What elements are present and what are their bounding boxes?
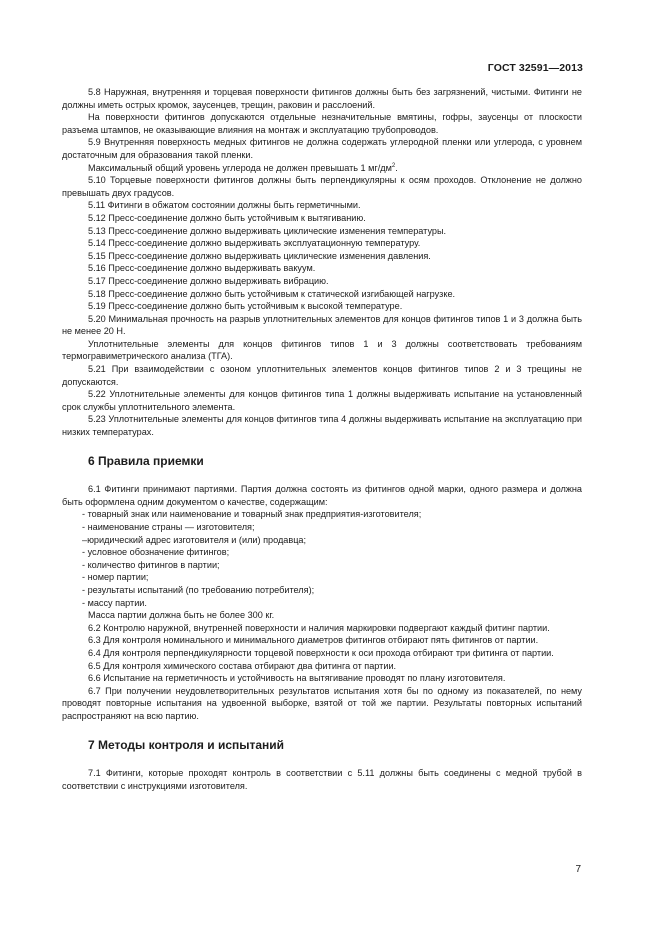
paragraph-5-19: 5.19 Пресс-соединение должно быть устойчивым к высокой температуре.	[88, 301, 403, 312]
paragraph-5-20-continued: Уплотнительные элементы для концов фитингов типов 1 и 3 должны соответствовать требованиям термогравиметрического анализа (ТГА).	[62, 338, 582, 362]
paragraph-6-3: 6.3 Для контроля номинального и минимального диаметров фитингов отбирают пять фитингов от партии.	[88, 635, 539, 646]
batch-mass-limit: Масса партии должна быть не более 300 кг.	[88, 610, 275, 621]
paragraph-6-7: 6.7 При получении неудовлетворительных результатов испытания хотя бы по одному из показателей, по нему проводят повторные испытания на удвоенной выборке, взятой от той же партии. Результаты повторных испытаний распространяют на всю партию.	[62, 685, 582, 721]
paragraph-5-18: 5.18 Пресс-соединение должно быть устойчивым к статической изгибающей нагрузке.	[88, 288, 456, 299]
paragraph-5-8: 5.8 Наружная, внутренняя и торцевая поверхности фитингов должны быть без загрязнений, чистыми. Фитинги не должны иметь острых кромок, заусенцев, трещин, раковин и расслоений.	[62, 87, 582, 110]
section-6-heading: 6 Правила приемки	[88, 453, 204, 468]
list-item: - условное обозначение фитингов;	[82, 547, 230, 558]
paragraph-6-1: 6.1 Фитинги принимают партиями. Партия должна состоять из фитингов одной марки, одного размера и должна быть оформлена одним документом о качестве, содержащим:	[62, 484, 582, 507]
paragraph-5-15: 5.15 Пресс-соединение должно выдерживать циклические изменения давления.	[88, 250, 431, 261]
paragraph-5-11: 5.11 Фитинги в обжатом состоянии должны быть герметичными.	[88, 200, 361, 211]
paragraph-5-8-continued: На поверхности фитингов допускаются отдельные незначительные вмятины, гофры, заусенцы от плоскости разъема штампов, не оказывающие влияния на монтаж и эксплуатацию трубопроводов.	[62, 112, 582, 135]
carbon-limit-period: .	[395, 162, 398, 173]
paragraph-6-6: 6.6 Испытание на герметичность и устойчивость на вытягивание проводят по плану изготовителя.	[88, 673, 506, 684]
paragraph-6-2: 6.2 Контролю наружной, внутренней поверхности и наличия маркировки подвергают каждый фитинг партии.	[88, 622, 550, 633]
paragraph-5-12: 5.12 Пресс-соединение должно быть устойчивым к вытягиванию.	[88, 212, 366, 223]
document-code: ГОСТ 32591—2013	[487, 62, 583, 74]
paragraph-5-23: 5.23 Уплотнительные элементы для концов фитингов типа 4 должны выдерживать испытание на эксплуатацию при низких температурах.	[62, 414, 582, 438]
list-item: - товарный знак или наименование и товарный знак предприятия-изготовителя;	[82, 509, 422, 520]
paragraph-5-22: 5.22 Уплотнительные элементы для концов фитингов типа 1 должны выдерживать испытание на установленный срок службы уплотнительного элемента.	[62, 389, 582, 412]
paragraph-7-1: 7.1 Фитинги, которые проходят контроль в соответствии с 5.11 должны быть соединены с медной трубой в соответствии с инструкциями изготовителя.	[62, 768, 582, 791]
list-item: - количество фитингов в партии;	[82, 559, 220, 570]
list-item: - номер партии;	[82, 572, 149, 583]
paragraph-5-14: 5.14 Пресс-соединение должно выдерживать эксплуатационную температуру.	[88, 238, 421, 249]
list-item: –юридический адрес изготовителя и (или) продавца;	[82, 534, 307, 545]
section-7-heading: 7 Методы контроля и испытаний	[88, 737, 285, 752]
carbon-limit-superscript: 2	[391, 162, 396, 169]
document-body	[62, 86, 582, 792]
list-item: - наименование страны — изготовителя;	[82, 522, 255, 532]
page-number: 7	[575, 864, 581, 875]
paragraph-5-9-carbon-limit	[62, 162, 582, 175]
paragraph-5-13: 5.13 Пресс-соединение должно выдерживать циклические изменения температуры.	[88, 225, 447, 236]
paragraph-5-16: 5.16 Пресс-соединение должно выдерживать вакуум.	[88, 263, 316, 274]
list-item: - массу партии.	[82, 597, 147, 608]
paragraph-6-5: 6.5 Для контроля химического состава отбирают два фитинга от партии.	[88, 660, 397, 671]
paragraph-5-10: 5.10 Торцевые поверхности фитингов должны быть перпендикулярны к осям проходов. Отклонение не должно превышать двух градусов.	[62, 175, 582, 198]
paragraph-5-9: 5.9 Внутренняя поверхность медных фитингов не должна содержать углеродной пленки или углерода, с уровнем достаточным для образования такой пленки.	[62, 137, 582, 160]
paragraph-5-21: 5.21 При взаимодействии с озоном уплотнительных элементов концов фитингов типов 2 и 3 трещины не допускаются.	[62, 364, 582, 387]
paragraph-6-4: 6.4 Для контроля перпендикулярности торцевой поверхности к оси прохода отбирают три фитинга от партии.	[88, 647, 554, 658]
paragraph-5-20: 5.20 Минимальная прочность на разрыв уплотнительных элементов для концов фитингов типов 1 и 3 должна быть не менее 20 Н.	[62, 313, 582, 337]
paragraph-5-17: 5.17 Пресс-соединение должно выдерживать вибрацию.	[88, 275, 329, 286]
carbon-limit-text: Максимальный общий уровень углерода не должен превышать 1 мг/дм	[88, 162, 392, 173]
list-item: - результаты испытаний (по требованию потребителя);	[82, 584, 315, 595]
